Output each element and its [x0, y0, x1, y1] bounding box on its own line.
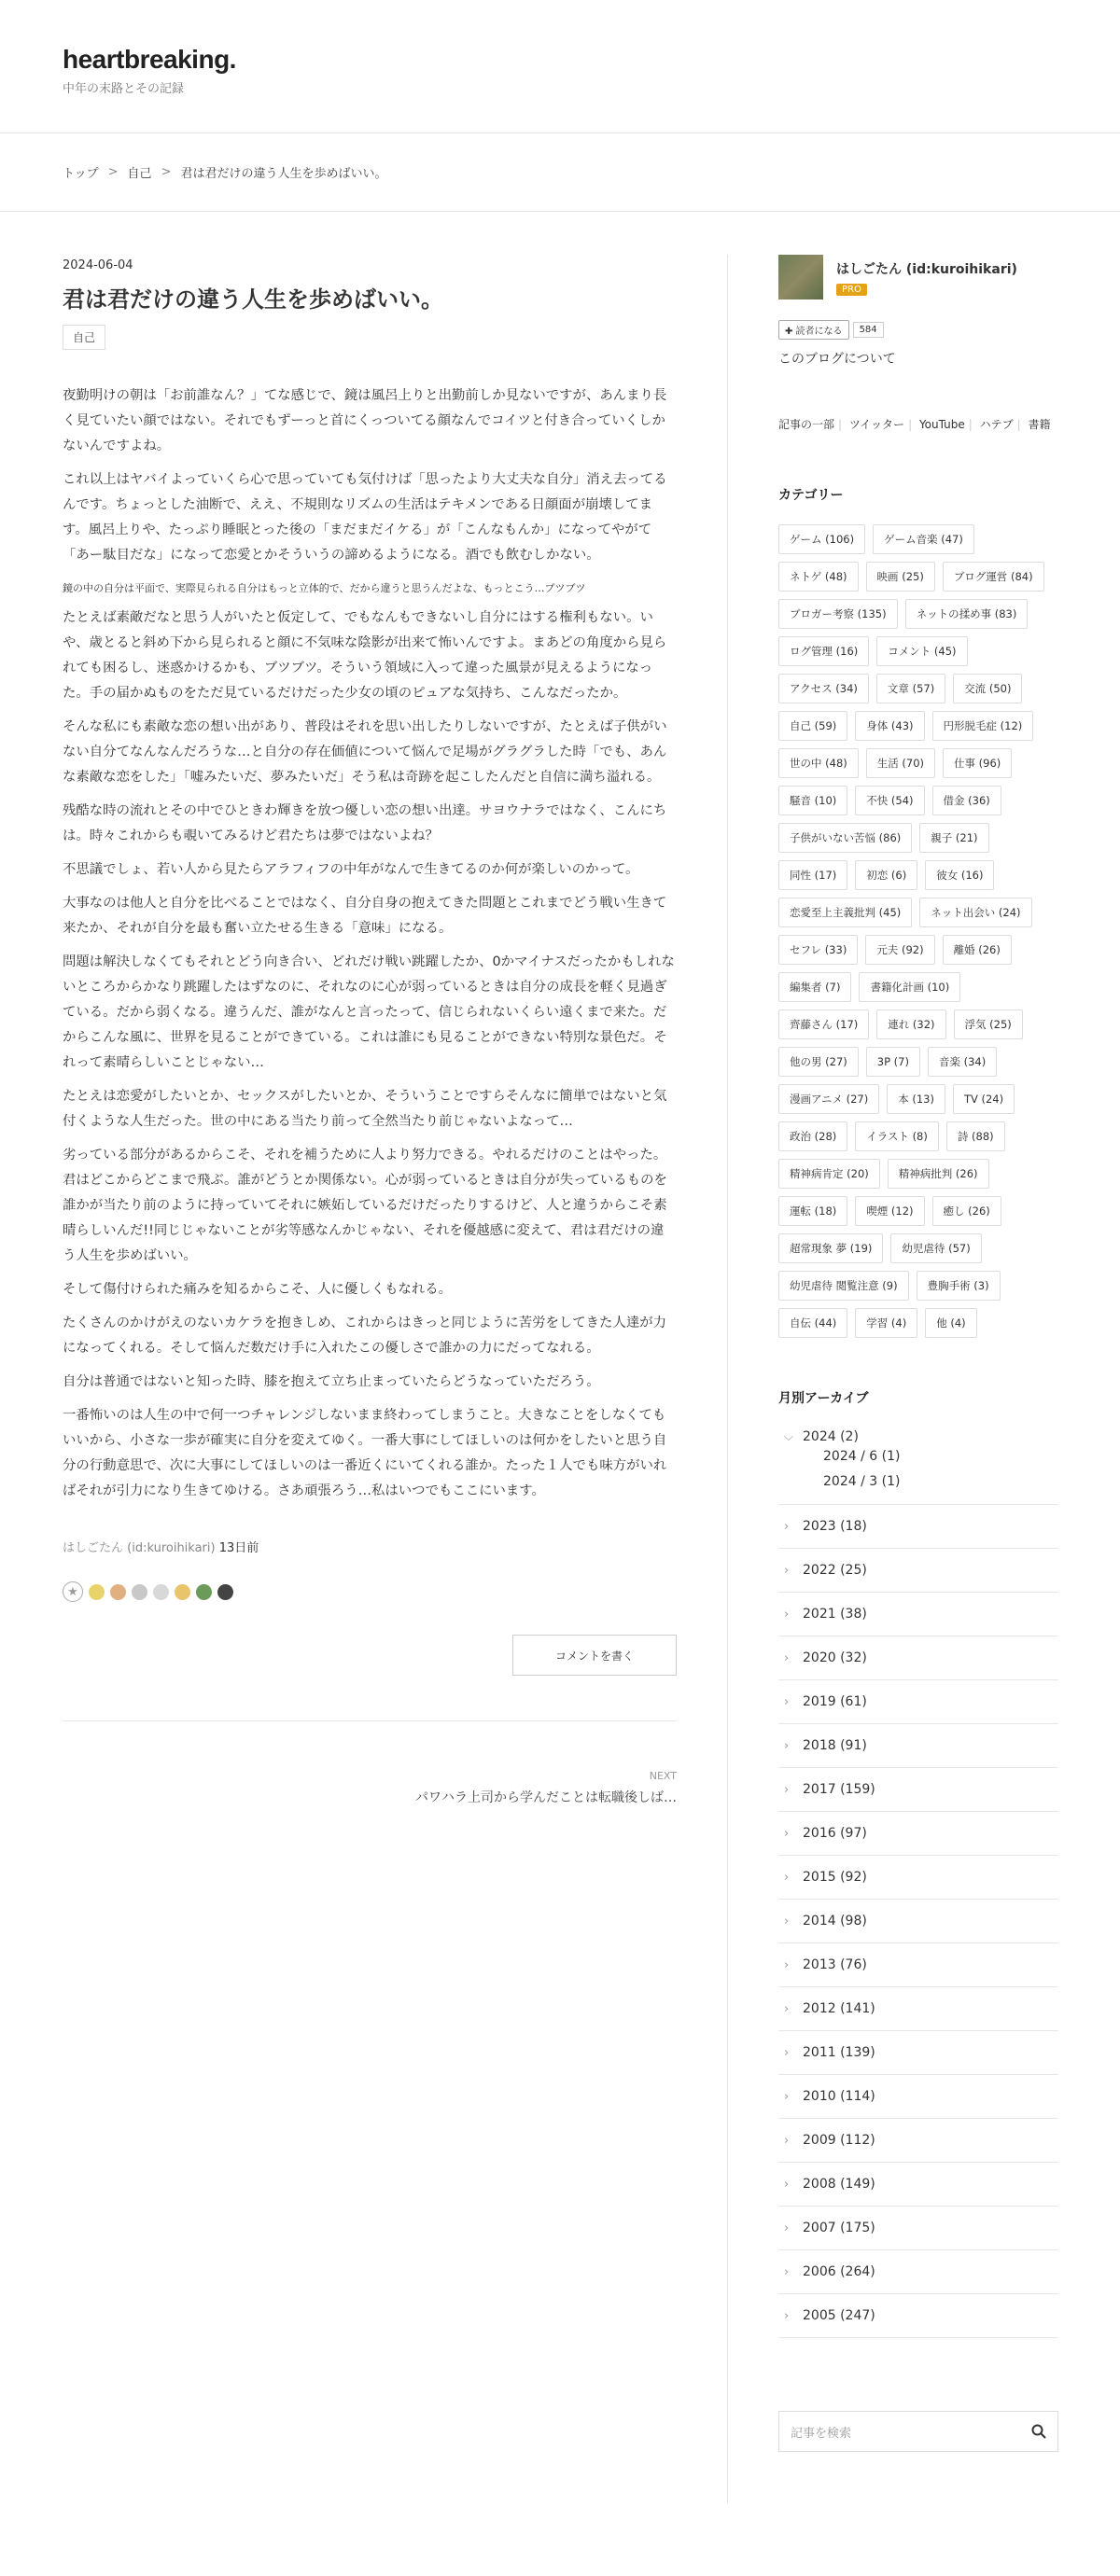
link-item[interactable]: ツイッター	[848, 418, 905, 431]
category-tag[interactable]: 超常現象 夢 (19)	[778, 1233, 883, 1263]
next-article-link[interactable]	[63, 1770, 677, 1806]
archive-year[interactable]	[778, 1856, 1058, 1900]
chevron-right-icon[interactable]: ›	[784, 2001, 790, 2016]
archive-year[interactable]: 2024 (2)	[803, 1429, 859, 1444]
archive-year[interactable]	[778, 1987, 1058, 2031]
breadcrumb	[0, 133, 1120, 212]
archive-year[interactable]	[778, 1549, 1058, 1593]
category-tag[interactable]: 生活 (70)	[866, 748, 935, 778]
category-tag[interactable]: ログ管理 (16)	[778, 636, 869, 666]
post-age[interactable]: 13日前	[218, 1541, 259, 1555]
archive-year[interactable]	[778, 1812, 1058, 1856]
archive-list	[778, 1420, 1058, 2338]
chevron-right-icon[interactable]: ›	[784, 1650, 790, 1665]
category-tag[interactable]: 恋愛至上主義批判 (45)	[778, 898, 912, 927]
archive-year-label[interactable]: 2019 (61)	[803, 1694, 867, 1709]
link-item[interactable]: ハテブ	[979, 418, 1014, 431]
category-tag[interactable]: ゲーム (106)	[778, 524, 865, 554]
archive-year[interactable]	[778, 2294, 1058, 2338]
category-tag[interactable]: 喫煙 (12)	[855, 1196, 924, 1226]
category-tag[interactable]: 漫画アニメ (27)	[778, 1084, 879, 1114]
archive-month[interactable]: 2024 / 3 (1)	[823, 1474, 901, 1489]
category-tag[interactable]: TV (24)	[953, 1084, 1015, 1114]
category-tag[interactable]: 同性 (17)	[778, 860, 847, 890]
chevron-right-icon[interactable]: ›	[784, 1694, 790, 1709]
paragraph: これ以上はヤバイよっていくら心で思っていても気付けば「思ったより大丈夫な自分」消え去ってるんです。ちょっとした油断で、ええ、不規則なリズムの生活はテキメンである日顔面が崩壊してます。風呂上りや、たっぷり睡眠とった後の「まだまだイケる」が「こんなもんか」になってやがて「あー駄目だな」になって恋愛とかそういうの諦めるようになる。酒でも飲むしかない。	[63, 472, 667, 563]
category-tag[interactable]: ブロガー考察 (135)	[778, 599, 898, 629]
chevron-right-icon[interactable]: ›	[784, 2133, 790, 2148]
archive-year[interactable]	[778, 1943, 1058, 1987]
site-header	[0, 0, 1120, 133]
category-tag[interactable]: 自伝 (44)	[778, 1308, 847, 1338]
archive-year-label[interactable]: 2020 (32)	[803, 1650, 867, 1665]
star-user-icon[interactable]	[153, 1584, 169, 1600]
archive-year[interactable]	[778, 2119, 1058, 2163]
category-tag[interactable]: 詩 (88)	[946, 1121, 1005, 1151]
category-list	[778, 524, 1058, 1338]
category-tag[interactable]: アクセス (34)	[778, 674, 869, 703]
breadcrumb-separator: >	[161, 165, 172, 179]
category-tag[interactable]: 元夫 (92)	[865, 935, 934, 965]
archive-year[interactable]	[778, 1593, 1058, 1636]
article-category[interactable]: 自己	[63, 325, 105, 350]
paragraph: 問題は解決しなくてもそれとどう向き合い、どれだけ戦い跳躍したか、0かマイナスだったかもしれないところからかなり跳躍したはずなのに、それなのに心が弱っているときは自分の成長を軽く見過ぎている。だから弱くなる。違うんだ、誰がなんと言ったって、信じられないくらい遠くまで来た。だからこんな風に、世界を見ることができている。これは誰にも見ることができない特別な景色だ。それって素晴らしいことじゃない…	[63, 954, 675, 1070]
next-title[interactable]: パワハラ上司から学んだことは転職後しば…	[415, 1790, 677, 1805]
subscribe-button[interactable]: ✚ 読者になる	[778, 320, 849, 340]
archive-year[interactable]	[778, 1768, 1058, 1812]
chevron-right-icon[interactable]: ›	[784, 2264, 790, 2279]
category-tag[interactable]: ゲーム音楽 (47)	[873, 524, 974, 554]
link-item[interactable]: 書籍	[1028, 418, 1051, 431]
category-tag[interactable]: 癒し (26)	[932, 1196, 1001, 1226]
archive-year-label[interactable]: 2011 (139)	[803, 2045, 875, 2060]
author-link[interactable]: はしごたん (id:kuroihikari)	[63, 1541, 216, 1555]
write-comment-button[interactable]: コメントを書く	[512, 1635, 677, 1676]
star-user-icon[interactable]	[110, 1584, 126, 1600]
category-tag[interactable]: 浮気 (25)	[954, 1010, 1023, 1039]
chevron-down-icon[interactable]: ⌵	[784, 1429, 793, 1444]
archive-year-label[interactable]: 2013 (76)	[803, 1957, 867, 1972]
category-tag[interactable]: 精神病肯定 (20)	[778, 1159, 880, 1189]
star-user-icon[interactable]	[89, 1584, 105, 1600]
archive-year[interactable]	[778, 2075, 1058, 2119]
archive-year-label[interactable]: 2016 (97)	[803, 1826, 867, 1841]
chevron-right-icon[interactable]: ›	[784, 2308, 790, 2323]
archive-year-label[interactable]: 2009 (112)	[803, 2133, 875, 2148]
site-description: 中年の末路とその記録	[63, 82, 185, 96]
category-tag[interactable]: 世の中 (48)	[778, 748, 859, 778]
archive-year[interactable]	[778, 1680, 1058, 1724]
profile	[778, 255, 1058, 299]
category-tag[interactable]: 幼児虐待 (57)	[890, 1233, 981, 1263]
category-tag[interactable]: 書籍化計画 (10)	[859, 972, 960, 1002]
star-user-icon[interactable]	[132, 1584, 147, 1600]
category-tag[interactable]: 仕事 (96)	[943, 748, 1012, 778]
breadcrumb-current: 君は君だけの違う人生を歩めばいい。	[180, 167, 387, 181]
about-link[interactable]: このブログについて	[778, 352, 896, 367]
category-tag[interactable]: 騒音 (10)	[778, 786, 847, 815]
category-tag[interactable]: 不快 (54)	[855, 786, 924, 815]
paragraph: 一番怖いのは人生の中で何一つチャレンジしないまま終わってしまうこと。大きなことをしなくてもいいから、小さな一歩が確実に自分を変えてゆく。一番大事にしてほしいのは何かをしたいと思う自分の行動意思で、次に大事にしてほしいのは一番近くにいてくれる誰か。たった１人でも味方がいればそれが引力になり生きてゆける。さあ頑張ろう…私はいつでもここにいます。	[63, 1408, 667, 1498]
category-tag[interactable]: 幼児虐待 閲覧注意 (9)	[778, 1271, 909, 1301]
chevron-right-icon[interactable]: ›	[784, 1914, 790, 1929]
paragraph: そして傷付けられた痛みを知るからこそ、人に優しくもなれる。	[63, 1282, 453, 1297]
search-icon[interactable]	[1031, 2424, 1046, 2439]
archive-year[interactable]	[778, 2250, 1058, 2294]
category-tag[interactable]: 豊胸手術 (3)	[917, 1271, 1001, 1301]
search-input[interactable]: 記事を検索	[791, 2426, 852, 2441]
archive-year-label[interactable]: 2012 (141)	[803, 2001, 875, 2016]
archive-heading: 月別アーカイブ	[778, 1391, 869, 1406]
search-box[interactable]	[778, 2411, 1058, 2452]
paragraph: 劣っている部分があるからこそ、それを補うために人より努力できる。やれるだけのことはやった。君はどこからどこまで飛ぶ。誰がどうとか関係ない。心が弱っているときは自分が失っているものを誰かが当たり前のように持っていてそれに嫉妬しているだけだったりするけど、人と違うからこそ素晴らしいんだ!!同じじゃないことが劣等感なんかじゃない、それを優越感に変えて、君は君だけの違う人生を歩めばいい。	[63, 1148, 667, 1263]
paragraph: そんな私にも素敵な恋の想い出があり、普段はそれを思い出したりしないですが、たとえば子供がいない自分てなんなんだろうな…と自分の存在価値について悩んで足場がグラグラした時「でも、あんな素敵な恋をした」「嘘みたいだ、夢みたいだ」そう私は奇跡を起こしたんだと自信に満ち溢れる。	[63, 719, 667, 785]
category-tag[interactable]: 音楽 (34)	[928, 1047, 997, 1077]
category-tag[interactable]: ブログ運営 (84)	[943, 562, 1044, 592]
archive-year[interactable]	[778, 2031, 1058, 2075]
category-tag[interactable]: 政治 (28)	[778, 1121, 847, 1151]
star-user-icon[interactable]	[196, 1584, 212, 1600]
archive-year-label[interactable]: 2006 (264)	[803, 2264, 875, 2279]
category-tag[interactable]: 文章 (57)	[876, 674, 945, 703]
archive-year-label[interactable]: 2022 (25)	[803, 1563, 867, 1578]
pro-badge: PRO	[836, 284, 867, 296]
category-tag[interactable]: 編集者 (7)	[778, 972, 851, 1002]
category-tag[interactable]: ネトゲ (48)	[778, 562, 859, 592]
category-tag[interactable]: 学習 (4)	[855, 1308, 917, 1338]
category-tag[interactable]: イラスト (8)	[855, 1121, 939, 1151]
article-body	[63, 383, 677, 1504]
star-user-icon[interactable]	[217, 1584, 233, 1600]
add-star-icon[interactable]: ★	[63, 1581, 83, 1602]
chevron-right-icon[interactable]: ›	[784, 1738, 790, 1753]
categories-heading: カテゴリー	[778, 488, 844, 503]
category-tag[interactable]: 映画 (25)	[866, 562, 935, 592]
category-tag[interactable]: 3P (7)	[866, 1047, 920, 1077]
category-tag[interactable]: 運転 (18)	[778, 1196, 847, 1226]
chevron-right-icon[interactable]: ›	[784, 2045, 790, 2060]
article-footer	[63, 1538, 677, 1555]
archive-year-expanded[interactable]	[778, 1420, 1058, 1505]
star-row	[63, 1580, 677, 1604]
category-tag[interactable]: 離婚 (26)	[943, 935, 1012, 965]
archive-year-label[interactable]: 2015 (92)	[803, 1870, 867, 1885]
paragraph: たとえば素敵だなと思う人がいたと仮定して、でもなんもできないし自分にはする権利もない。いや、歳とると斜め下から見られると顔に不気味な陰影が出来て怖いんですよ。まあどの角度から見られても困るし、迷惑かけるかも、ブツブツ。そういう領域に入って違った風景が見えるようになった。手の届かぬものをただ見ているだけだった少女の頃のピュアな気持ち、こんなだったか。	[63, 610, 667, 701]
article-date[interactable]: 2024-06-04	[63, 258, 133, 272]
chevron-right-icon[interactable]: ›	[784, 1826, 790, 1841]
breadcrumb-category[interactable]: 自己	[127, 167, 152, 181]
archive-year[interactable]	[778, 1724, 1058, 1768]
divider	[63, 1720, 677, 1721]
chevron-right-icon[interactable]: ›	[784, 1870, 790, 1885]
category-tag[interactable]: 自己 (59)	[778, 711, 847, 741]
paragraph: 不思議でしょ、若い人から見たらアラフィフの中年がなんで生きてるのか何が楽しいのかって。	[63, 862, 639, 877]
archive-year-label[interactable]: 2005 (247)	[803, 2308, 875, 2323]
avatar[interactable]	[778, 255, 823, 299]
category-tag[interactable]: 齊藤さん (17)	[778, 1010, 869, 1039]
subscriber-count: 584	[853, 322, 884, 338]
breadcrumb-home[interactable]: トップ	[63, 167, 99, 181]
chevron-right-icon[interactable]: ›	[784, 2089, 790, 2104]
archive-year-label[interactable]: 2018 (91)	[803, 1738, 867, 1753]
article	[63, 258, 677, 1806]
archive-year[interactable]	[778, 2207, 1058, 2250]
chevron-right-icon[interactable]: ›	[784, 2221, 790, 2235]
sidebar-links: 記事の一部 | ツイッター | YouTube | ハテブ | 書籍	[778, 418, 1051, 431]
subscribe	[778, 320, 1058, 340]
category-tag[interactable]: セフレ (33)	[778, 935, 858, 965]
category-tag[interactable]: ネットの揉め事 (83)	[905, 599, 1029, 629]
archive-year[interactable]	[778, 1636, 1058, 1680]
archive-year-label[interactable]: 2007 (175)	[803, 2221, 875, 2235]
paragraph: 自分は普通ではないと知った時、膝を抱えて立ち止まっていたらどうなっていただろう。	[63, 1374, 600, 1389]
paragraph: たくさんのかけがえのないカケラを抱きしめ、これからはきっと同じように苦労をしてきた人達が力になってくれる。そして悩んだ数だけ手に入れたこの優しさで誰かの力にだってなれる。	[63, 1316, 667, 1356]
category-tag[interactable]: 親子 (21)	[919, 823, 988, 853]
star-user-icon[interactable]	[175, 1584, 190, 1600]
archive-year[interactable]	[778, 2163, 1058, 2207]
category-tag[interactable]: 連れ (32)	[876, 1010, 945, 1039]
next-label: NEXT	[649, 1770, 677, 1782]
category-tag[interactable]: ネット出会い (24)	[919, 898, 1031, 927]
chevron-right-icon[interactable]: ›	[784, 1563, 790, 1578]
archive-year-label[interactable]: 2014 (98)	[803, 1914, 867, 1929]
category-tag[interactable]: 精神病批判 (26)	[888, 1159, 989, 1189]
sidebar	[778, 255, 1058, 2452]
archive-month[interactable]: 2024 / 6 (1)	[823, 1449, 901, 1464]
archive-year-label[interactable]: 2008 (149)	[803, 2177, 875, 2192]
category-tag[interactable]: 子供がいない苦悩 (86)	[778, 823, 912, 853]
archive-year-label[interactable]: 2010 (114)	[803, 2089, 875, 2104]
category-tag[interactable]: 初恋 (6)	[855, 860, 917, 890]
chevron-right-icon[interactable]: ›	[784, 1957, 790, 1972]
archive-year-label[interactable]: 2017 (159)	[803, 1782, 875, 1797]
archive-year[interactable]	[778, 1900, 1058, 1943]
paragraph: 夜勤明けの朝は「お前誰なん？」てな感じで、鏡は風呂上りと出勤前しか見ないですが、あんまり長く見ていたい顔ではない。それでもずーっと首にくっついてる顔なんでコイツと付き合っていくしかないんですよね。	[63, 388, 667, 453]
category-tag[interactable]: 本 (13)	[887, 1084, 945, 1114]
article-title[interactable]: 君は君だけの違う人生を歩めばいい。	[63, 286, 443, 313]
chevron-right-icon[interactable]: ›	[784, 1782, 790, 1797]
archive-year[interactable]	[778, 1505, 1058, 1549]
archive-year-label[interactable]: 2021 (38)	[803, 1607, 867, 1622]
paragraph: たとえは恋愛がしたいとか、セックスがしたいとか、そういうことですらそんなに簡単ではないと気付くような人生だった。世の中にある当たり前って全然当たり前じゃないよなって…	[63, 1089, 667, 1129]
category-tag[interactable]: 他の男 (27)	[778, 1047, 859, 1077]
category-tag[interactable]: 交流 (50)	[953, 674, 1022, 703]
paragraph-small: 鏡の中の自分は平面で、実際見られる自分はもっと立体的で、だから違うと思うんだよな、もっとこう…ブツブツ	[63, 582, 586, 594]
profile-name[interactable]: はしごたん (id:kuroihikari)	[836, 262, 1017, 277]
archive-year-label[interactable]: 2023 (18)	[803, 1519, 867, 1534]
category-tag[interactable]: コメント (45)	[876, 636, 967, 666]
chevron-right-icon[interactable]: ›	[784, 1519, 790, 1534]
breadcrumb-separator: >	[107, 165, 119, 179]
link-item[interactable]: 記事の一部	[778, 418, 835, 431]
category-tag[interactable]: 他 (4)	[925, 1308, 976, 1338]
site-title[interactable]: heartbreaking.	[63, 45, 236, 74]
paragraph: 残酷な時の流れとその中でひときわ輝きを放つ優しい恋の想い出達。サヨウナラではなく、こんにちは。時々これからも覗いてみるけど君たちは夢ではないよね？	[63, 803, 667, 843]
column-divider	[727, 255, 728, 2503]
category-tag[interactable]: 彼女 (16)	[925, 860, 994, 890]
category-tag[interactable]: 借金 (36)	[932, 786, 1001, 815]
category-tag[interactable]: 身体 (43)	[855, 711, 924, 741]
paragraph: 大事なのは他人と自分を比べることではなく、自分自身の抱えてきた問題とこれまでどう戦い生きて来たか、それが自分を最も奮い立たせる生きる「意味」になる。	[63, 896, 667, 936]
chevron-right-icon[interactable]: ›	[784, 2177, 790, 2192]
chevron-right-icon[interactable]: ›	[784, 1607, 790, 1622]
link-item[interactable]: YouTube	[918, 418, 965, 431]
category-tag[interactable]: 円形脱毛症 (12)	[932, 711, 1034, 741]
